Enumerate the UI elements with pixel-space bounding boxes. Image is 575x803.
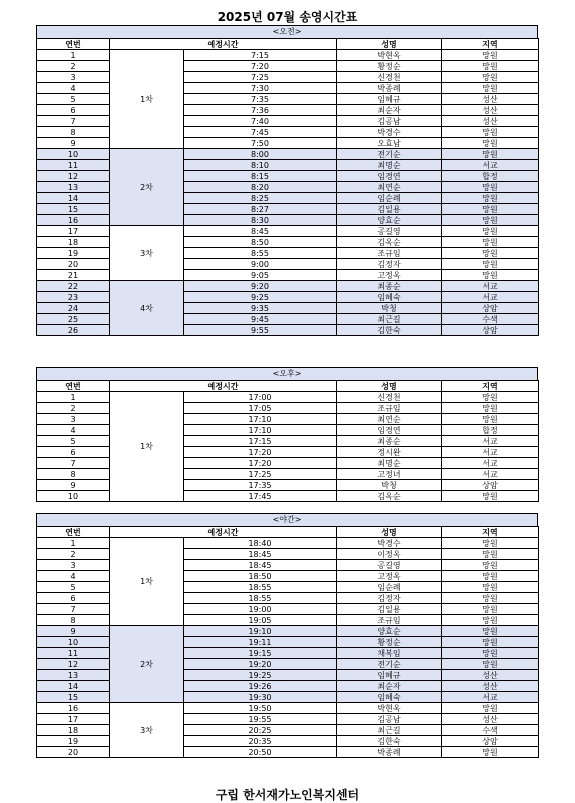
row-number: 15 (37, 692, 110, 703)
area-name: 망원 (442, 582, 539, 593)
scheduled-time: 9:00 (184, 259, 337, 270)
scheduled-time: 17:45 (184, 491, 337, 502)
row-number: 4 (37, 425, 110, 436)
person-name: 최종순 (337, 281, 442, 292)
area-name: 망원 (442, 659, 539, 670)
person-name: 정시완 (337, 447, 442, 458)
area-name: 망원 (442, 403, 539, 414)
row-number: 4 (37, 571, 110, 582)
row-number: 9 (37, 138, 110, 149)
row-number: 3 (37, 414, 110, 425)
scheduled-time: 7:20 (184, 61, 337, 72)
area-name: 서교 (442, 436, 539, 447)
scheduled-time: 17:20 (184, 458, 337, 469)
row-number: 2 (37, 549, 110, 560)
section-morning (36, 25, 538, 336)
section-label: <오전> (36, 25, 538, 38)
scheduled-time: 18:45 (184, 549, 337, 560)
person-name: 김공남 (337, 116, 442, 127)
group-label: 3차 (110, 226, 184, 281)
person-name: 임혜숙 (337, 292, 442, 303)
area-name: 망원 (442, 138, 539, 149)
group-label: 1차 (110, 538, 184, 626)
scheduled-time: 19:11 (184, 637, 337, 648)
area-name: 망원 (442, 149, 539, 160)
section-afternoon (36, 367, 538, 502)
header-name: 성명 (337, 39, 442, 50)
person-name: 채복임 (337, 648, 442, 659)
person-name: 공길영 (337, 226, 442, 237)
table-row (37, 626, 539, 637)
area-name: 망원 (442, 414, 539, 425)
area-name: 망원 (442, 491, 539, 502)
row-number: 1 (37, 538, 110, 549)
scheduled-time: 20:25 (184, 725, 337, 736)
row-number: 26 (37, 325, 110, 336)
scheduled-time: 18:55 (184, 593, 337, 604)
schedule-table (36, 526, 539, 758)
scheduled-time: 19:10 (184, 626, 337, 637)
scheduled-time: 19:26 (184, 681, 337, 692)
scheduled-time: 8:25 (184, 193, 337, 204)
area-name: 망원 (442, 648, 539, 659)
person-name: 공길영 (337, 560, 442, 571)
scheduled-time: 9:05 (184, 270, 337, 281)
row-number: 12 (37, 171, 110, 182)
person-name: 박경수 (337, 538, 442, 549)
person-name: 조규임 (337, 248, 442, 259)
group-label: 3차 (110, 703, 184, 758)
row-number: 1 (37, 50, 110, 61)
person-name: 박현옥 (337, 50, 442, 61)
person-name: 조규임 (337, 403, 442, 414)
scheduled-time: 18:55 (184, 582, 337, 593)
area-name: 합정 (442, 171, 539, 182)
person-name: 최순자 (337, 681, 442, 692)
schedule-table (36, 380, 539, 502)
header-no: 연번 (37, 39, 110, 50)
row-number: 10 (37, 149, 110, 160)
row-number: 11 (37, 648, 110, 659)
scheduled-time: 19:05 (184, 615, 337, 626)
header-name: 성명 (337, 527, 442, 538)
scheduled-time: 19:15 (184, 648, 337, 659)
row-number: 3 (37, 72, 110, 83)
person-name: 최명순 (337, 160, 442, 171)
row-number: 15 (37, 204, 110, 215)
area-name: 망원 (442, 127, 539, 138)
scheduled-time: 19:55 (184, 714, 337, 725)
row-number: 7 (37, 116, 110, 127)
area-name: 망원 (442, 50, 539, 61)
row-number: 24 (37, 303, 110, 314)
row-number: 20 (37, 747, 110, 758)
scheduled-time: 19:00 (184, 604, 337, 615)
row-number: 18 (37, 237, 110, 248)
row-number: 10 (37, 491, 110, 502)
person-name: 고정옥 (337, 571, 442, 582)
person-name: 김정자 (337, 259, 442, 270)
person-name: 전기순 (337, 149, 442, 160)
scheduled-time: 8:10 (184, 160, 337, 171)
area-name: 망원 (442, 549, 539, 560)
area-name: 망원 (442, 593, 539, 604)
person-name: 임순례 (337, 582, 442, 593)
area-name: 서교 (442, 469, 539, 480)
section-label: <오후> (36, 367, 538, 380)
row-number: 3 (37, 560, 110, 571)
scheduled-time: 7:50 (184, 138, 337, 149)
scheduled-time: 7:35 (184, 94, 337, 105)
scheduled-time: 19:30 (184, 692, 337, 703)
person-name: 조규임 (337, 615, 442, 626)
person-name: 최연순 (337, 414, 442, 425)
area-name: 성산 (442, 116, 539, 127)
person-name: 박종례 (337, 83, 442, 94)
row-number: 16 (37, 703, 110, 714)
row-number: 6 (37, 447, 110, 458)
group-label: 2차 (110, 626, 184, 703)
scheduled-time: 18:50 (184, 571, 337, 582)
scheduled-time: 17:35 (184, 480, 337, 491)
area-name: 망원 (442, 703, 539, 714)
area-name: 성산 (442, 714, 539, 725)
scheduled-time: 20:50 (184, 747, 337, 758)
person-name: 박청 (337, 480, 442, 491)
person-name: 양효순 (337, 215, 442, 226)
area-name: 망원 (442, 215, 539, 226)
header-area: 지역 (442, 527, 539, 538)
area-name: 망원 (442, 259, 539, 270)
row-number: 4 (37, 83, 110, 94)
scheduled-time: 8:45 (184, 226, 337, 237)
area-name: 망원 (442, 204, 539, 215)
schedule-table (36, 38, 539, 336)
person-name: 최종순 (337, 436, 442, 447)
scheduled-time: 7:25 (184, 72, 337, 83)
area-name: 서교 (442, 458, 539, 469)
row-number: 9 (37, 626, 110, 637)
table-row (37, 149, 539, 160)
scheduled-time: 18:40 (184, 538, 337, 549)
scheduled-time: 8:50 (184, 237, 337, 248)
scheduled-time: 18:45 (184, 560, 337, 571)
footer-center-name: 구립 한서재가노인복지센터 (215, 788, 360, 802)
row-number: 16 (37, 215, 110, 226)
scheduled-time: 7:30 (184, 83, 337, 94)
row-number: 14 (37, 681, 110, 692)
area-name: 망원 (442, 392, 539, 403)
scheduled-time: 7:45 (184, 127, 337, 138)
person-name: 임경연 (337, 425, 442, 436)
header-time: 예정시간 (110, 39, 337, 50)
row-number: 9 (37, 480, 110, 491)
header-area: 지역 (442, 39, 539, 50)
person-name: 박현옥 (337, 703, 442, 714)
scheduled-time: 17:00 (184, 392, 337, 403)
row-number: 13 (37, 182, 110, 193)
area-name: 서교 (442, 160, 539, 171)
area-name: 수색 (442, 314, 539, 325)
person-name: 양효순 (337, 626, 442, 637)
area-name: 상암 (442, 736, 539, 747)
scheduled-time: 9:35 (184, 303, 337, 314)
header-no: 연번 (37, 381, 110, 392)
scheduled-time: 17:10 (184, 414, 337, 425)
scheduled-time: 8:00 (184, 149, 337, 160)
scheduled-time: 9:25 (184, 292, 337, 303)
row-number: 6 (37, 593, 110, 604)
person-name: 임경연 (337, 171, 442, 182)
scheduled-time: 7:15 (184, 50, 337, 61)
header-row (37, 527, 539, 538)
person-name: 고정옥 (337, 270, 442, 281)
scheduled-time: 20:35 (184, 736, 337, 747)
person-name: 오효남 (337, 138, 442, 149)
scheduled-time: 8:15 (184, 171, 337, 182)
person-name: 김정자 (337, 593, 442, 604)
row-number: 2 (37, 61, 110, 72)
row-number: 8 (37, 615, 110, 626)
area-name: 망원 (442, 560, 539, 571)
scheduled-time: 9:45 (184, 314, 337, 325)
area-name: 성산 (442, 681, 539, 692)
row-number: 5 (37, 436, 110, 447)
row-number: 19 (37, 736, 110, 747)
scheduled-time: 7:36 (184, 105, 337, 116)
area-name: 망원 (442, 61, 539, 72)
scheduled-time: 17:20 (184, 447, 337, 458)
row-number: 11 (37, 160, 110, 171)
person-name: 최명순 (337, 458, 442, 469)
area-name: 망원 (442, 747, 539, 758)
row-number: 8 (37, 469, 110, 480)
table-row (37, 703, 539, 714)
person-name: 전기순 (337, 659, 442, 670)
person-name: 이정옥 (337, 549, 442, 560)
scheduled-time: 7:40 (184, 116, 337, 127)
row-number: 20 (37, 259, 110, 270)
person-name: 황정순 (337, 61, 442, 72)
row-number: 21 (37, 270, 110, 281)
area-name: 망원 (442, 193, 539, 204)
person-name: 최근길 (337, 314, 442, 325)
area-name: 상암 (442, 325, 539, 336)
row-number: 22 (37, 281, 110, 292)
header-name: 성명 (337, 381, 442, 392)
row-number: 13 (37, 670, 110, 681)
group-label: 2차 (110, 149, 184, 226)
person-name: 김공남 (337, 714, 442, 725)
area-name: 망원 (442, 182, 539, 193)
section-evening (36, 513, 538, 758)
scheduled-time: 8:27 (184, 204, 337, 215)
scheduled-time: 9:20 (184, 281, 337, 292)
area-name: 망원 (442, 604, 539, 615)
row-number: 18 (37, 725, 110, 736)
person-name: 박경수 (337, 127, 442, 138)
row-number: 2 (37, 403, 110, 414)
area-name: 망원 (442, 270, 539, 281)
area-name: 상암 (442, 303, 539, 314)
row-number: 1 (37, 392, 110, 403)
area-name: 망원 (442, 615, 539, 626)
area-name: 망원 (442, 626, 539, 637)
row-number: 10 (37, 637, 110, 648)
person-name: 신경천 (337, 392, 442, 403)
row-number: 19 (37, 248, 110, 259)
person-name: 최순자 (337, 105, 442, 116)
header-area: 지역 (442, 381, 539, 392)
area-name: 망원 (442, 72, 539, 83)
area-name: 망원 (442, 637, 539, 648)
area-name: 성산 (442, 94, 539, 105)
row-number: 5 (37, 94, 110, 105)
person-name: 임혜규 (337, 94, 442, 105)
person-name: 최근길 (337, 725, 442, 736)
scheduled-time: 8:30 (184, 215, 337, 226)
person-name: 황정순 (337, 637, 442, 648)
header-no: 연번 (37, 527, 110, 538)
area-name: 망원 (442, 83, 539, 94)
scheduled-time: 17:15 (184, 436, 337, 447)
area-name: 망원 (442, 571, 539, 582)
row-number: 7 (37, 604, 110, 615)
person-name: 임혜규 (337, 670, 442, 681)
row-number: 17 (37, 714, 110, 725)
row-number: 25 (37, 314, 110, 325)
row-number: 6 (37, 105, 110, 116)
table-row (37, 281, 539, 292)
header-row (37, 39, 539, 50)
person-name: 신경천 (337, 72, 442, 83)
scheduled-time: 19:50 (184, 703, 337, 714)
person-name: 임혜숙 (337, 692, 442, 703)
area-name: 서교 (442, 292, 539, 303)
person-name: 김일용 (337, 604, 442, 615)
row-number: 7 (37, 458, 110, 469)
scheduled-time: 9:55 (184, 325, 337, 336)
area-name: 망원 (442, 237, 539, 248)
person-name: 김옥순 (337, 237, 442, 248)
header-time: 예정시간 (110, 527, 337, 538)
row-number: 14 (37, 193, 110, 204)
page-title: 2025년 07월 송영시간표 (217, 10, 358, 24)
area-name: 서교 (442, 692, 539, 703)
area-name: 성산 (442, 105, 539, 116)
area-name: 상암 (442, 480, 539, 491)
table-row (37, 50, 539, 61)
header-row (37, 381, 539, 392)
row-number: 17 (37, 226, 110, 237)
person-name: 최연순 (337, 182, 442, 193)
person-name: 김한숙 (337, 325, 442, 336)
area-name: 서교 (442, 281, 539, 292)
area-name: 망원 (442, 226, 539, 237)
table-row (37, 538, 539, 549)
group-label: 1차 (110, 50, 184, 149)
section-label: <야간> (36, 513, 538, 526)
area-name: 성산 (442, 670, 539, 681)
area-name: 서교 (442, 447, 539, 458)
scheduled-time: 8:20 (184, 182, 337, 193)
row-number: 23 (37, 292, 110, 303)
person-name: 박종례 (337, 747, 442, 758)
scheduled-time: 17:25 (184, 469, 337, 480)
table-row (37, 392, 539, 403)
person-name: 박청 (337, 303, 442, 314)
person-name: 김일용 (337, 204, 442, 215)
person-name: 김한숙 (337, 736, 442, 747)
scheduled-time: 8:55 (184, 248, 337, 259)
person-name: 고정녀 (337, 469, 442, 480)
row-number: 12 (37, 659, 110, 670)
table-row (37, 226, 539, 237)
person-name: 김옥순 (337, 491, 442, 502)
scheduled-time: 17:05 (184, 403, 337, 414)
area-name: 망원 (442, 248, 539, 259)
person-name: 임순례 (337, 193, 442, 204)
area-name: 합정 (442, 425, 539, 436)
row-number: 8 (37, 127, 110, 138)
area-name: 망원 (442, 538, 539, 549)
scheduled-time: 19:25 (184, 670, 337, 681)
row-number: 5 (37, 582, 110, 593)
group-label: 1차 (110, 392, 184, 502)
scheduled-time: 19:20 (184, 659, 337, 670)
header-time: 예정시간 (110, 381, 337, 392)
scheduled-time: 17:10 (184, 425, 337, 436)
area-name: 수색 (442, 725, 539, 736)
group-label: 4차 (110, 281, 184, 336)
